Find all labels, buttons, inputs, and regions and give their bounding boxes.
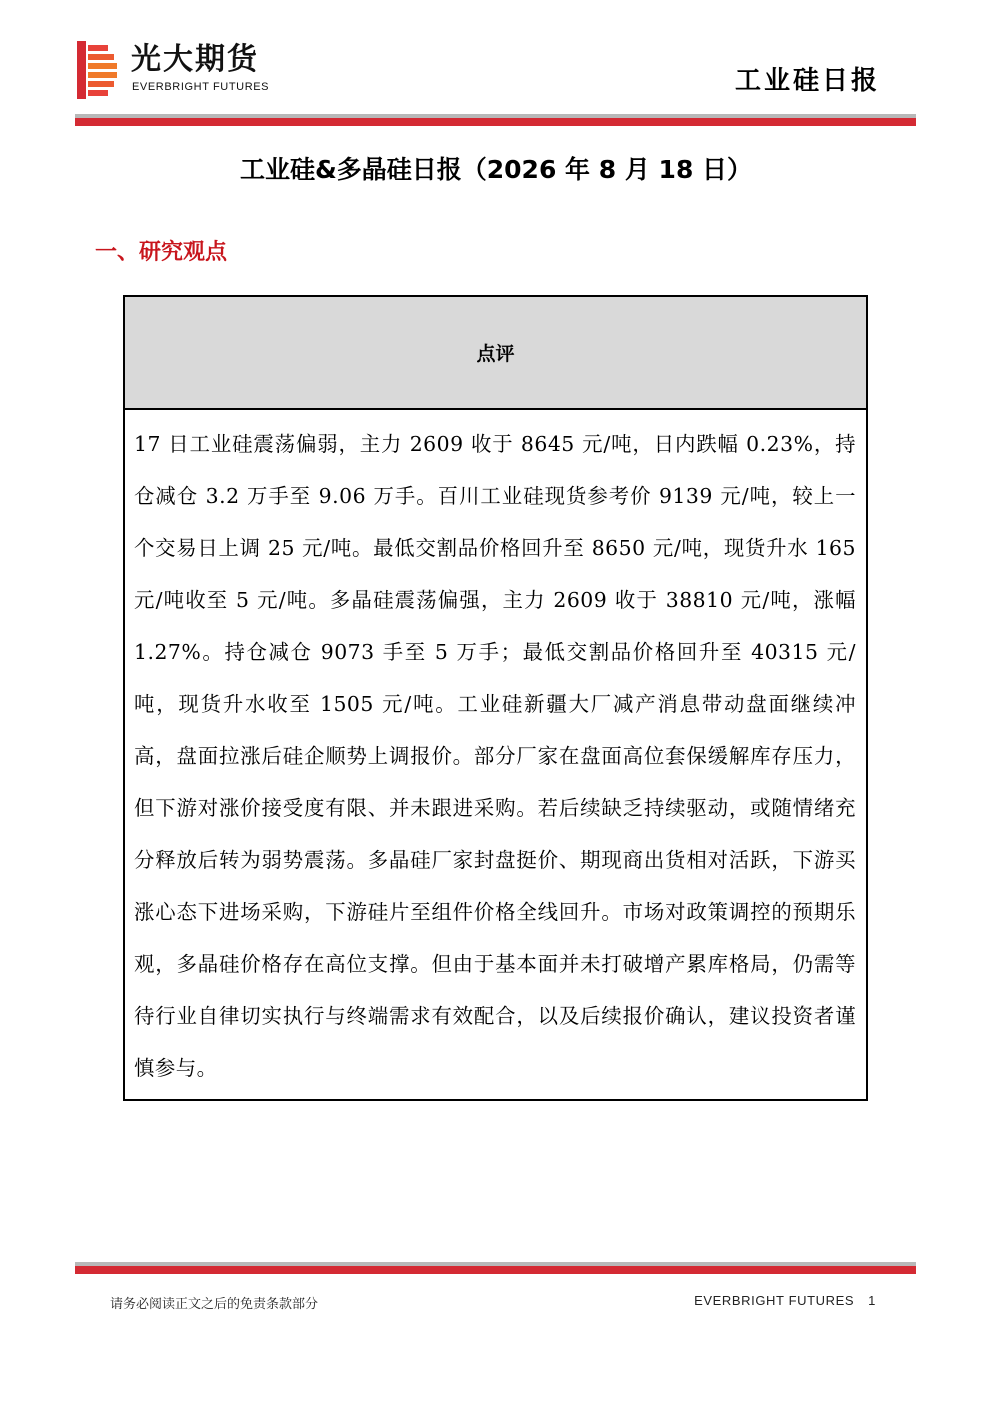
document-title: 工业硅&多晶硅日报（2026 年 8 月 18 日） bbox=[239, 155, 753, 184]
logo-english-name: EVERBRIGHT FUTURES bbox=[132, 81, 270, 93]
logo-chinese-name: 光大期货 bbox=[131, 42, 259, 77]
footer-disclaimer: 请务必阅读正文之后的免责条款部分 bbox=[110, 1297, 319, 1312]
section-heading: 一、研究观点 bbox=[95, 240, 228, 265]
footer-brand-name: EVERBRIGHT FUTURES bbox=[694, 1293, 855, 1308]
commentary-text: 17 日工业硅震荡偏弱，主力 2609 收于 8645 元/吨，日内跌幅 0.23%，持仓减仓 3.2 万手至 9.06 万手。百川工业硅现货参考价 9139 元/吨，较上一个交易日上调 25 元/吨。最低交割品价格回升至 8650 元/吨，现货升水 165 元/吨收至 5 元/吨。多晶硅震荡偏强，主力 2609 收于 38810 元/吨，涨幅 1.27%。持仓减仓 9073 手至 5 万手；最低交割品价格回升至 40315 元/吨，现货升水收至 1505 元/吨。工业硅新疆大厂减产消息带动盘面继续冲高，盘面拉涨后硅企顺势上调报价。部分厂家在盘面高位套保缓解库存压力，但下游对涨价接受度有限、并未跟进采购。若后续缺乏持续驱动，或随情绪充分释放后转为弱势震荡。多晶硅厂家封盘挺价、期现商出货相对活跃，下游买涨心态下进场采购，下游硅片至组件价格全线回升。市场对政策调控的预期乐观，多晶硅价格存在高位支撑。但由于基本面并未打破增产累库格局，仍需等待行业自律切实执行与终端需求有效配合，以及后续报价确认，建议投资者谨慎参与。 bbox=[134, 432, 856, 1080]
commentary-table bbox=[123, 295, 868, 1101]
footer-brand bbox=[694, 1293, 876, 1308]
company-logo bbox=[77, 41, 287, 99]
commentary-header-label: 点评 bbox=[476, 343, 515, 365]
page-number: 1 bbox=[868, 1293, 876, 1308]
report-type-title: 工业硅日报 bbox=[734, 66, 880, 96]
everbright-logo-icon bbox=[77, 41, 117, 99]
commentary-table-header bbox=[125, 297, 866, 410]
